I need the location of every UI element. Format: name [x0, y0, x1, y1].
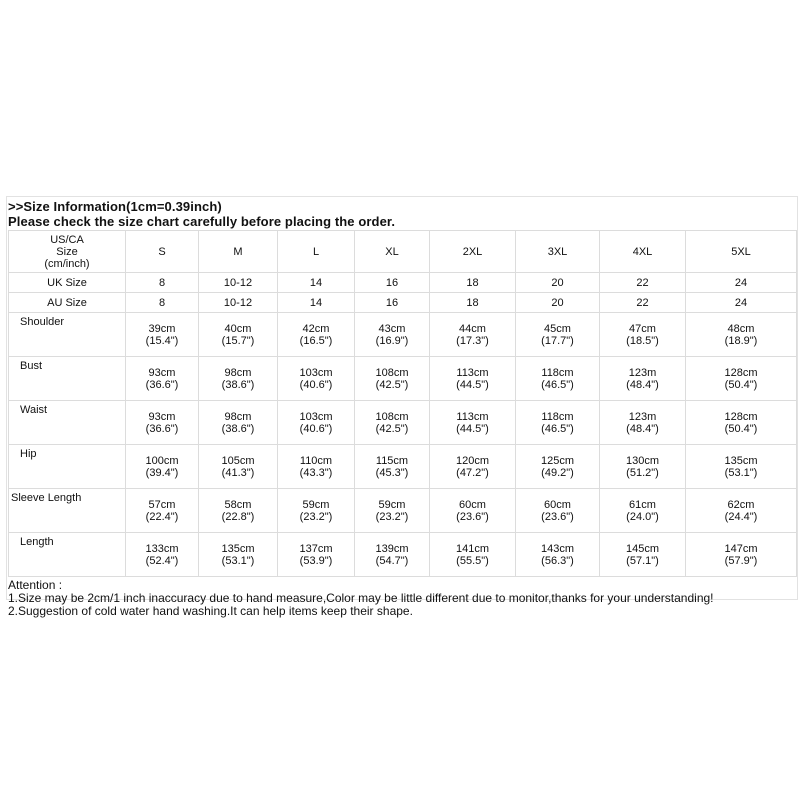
- inch-value: (16.9"): [375, 334, 409, 347]
- size-header-cell: L: [278, 231, 355, 273]
- inch-value: (18.5"): [626, 334, 659, 347]
- cm-value: 103cm: [299, 410, 333, 423]
- size-value-cell: 14: [278, 293, 355, 313]
- size-header-cell: 2XL: [430, 231, 516, 273]
- measure-value-cell: [126, 313, 199, 357]
- measure-value-cell: [430, 313, 516, 357]
- inch-value: (17.7"): [541, 334, 574, 347]
- cm-value: 44cm: [459, 322, 486, 335]
- size-header-cell: 5XL: [686, 231, 797, 273]
- measure-value-cell: [430, 489, 516, 533]
- measure-label-cell: Shoulder: [9, 313, 126, 357]
- inch-value: (38.6"): [221, 378, 255, 391]
- cm-value: 103cm: [299, 366, 333, 379]
- measure-value-cell: [199, 401, 278, 445]
- measure-value-cell: [199, 489, 278, 533]
- cm-value: 62cm: [727, 498, 755, 511]
- measure-value-cell: [278, 489, 355, 533]
- cm-value: 120cm: [455, 454, 490, 467]
- inch-value: (15.7"): [221, 334, 255, 347]
- measure-value-cell: [686, 533, 797, 577]
- cm-value: 98cm: [224, 366, 252, 379]
- measure-value-cell: [430, 357, 516, 401]
- cm-value: 125cm: [540, 454, 575, 467]
- measure-value-cell: [600, 489, 686, 533]
- measure-value-cell: [516, 445, 600, 489]
- size-value-cell: 18: [430, 273, 516, 293]
- inch-value: (36.6"): [145, 422, 179, 435]
- measure-value-cell: [686, 357, 797, 401]
- size-value-cell: 22: [600, 293, 686, 313]
- measure-label-cell: Waist: [9, 401, 126, 445]
- table-row: [9, 533, 797, 577]
- inch-value: (48.4"): [626, 422, 659, 435]
- header-label-line: (cm/inch): [44, 257, 90, 270]
- cm-value: 60cm: [544, 498, 571, 511]
- inch-value: (53.9"): [299, 554, 333, 567]
- header-label-line: US/CA: [50, 233, 84, 246]
- attention-line: 1.Size may be 2cm/1 inch inaccuracy due to hand measure,Color may be little different due to monitor,thanks for your understanding!: [8, 591, 714, 605]
- measure-value-cell: [199, 313, 278, 357]
- cm-value: 123m: [628, 366, 657, 379]
- cm-value: 40cm: [224, 322, 252, 335]
- cm-value: 145cm: [625, 542, 660, 555]
- inch-value: (47.2"): [456, 466, 489, 479]
- cm-value: 45cm: [544, 322, 571, 335]
- size-header-cell: S: [126, 231, 199, 273]
- measure-value-cell: [355, 533, 430, 577]
- cm-value: 141cm: [455, 542, 490, 555]
- cm-value: 98cm: [224, 410, 252, 423]
- measure-value-cell: [686, 445, 797, 489]
- inch-value: (18.9"): [724, 334, 758, 347]
- cm-value: 105cm: [221, 454, 255, 467]
- inch-value: (44.5"): [456, 378, 489, 391]
- inch-value: (57.1"): [626, 554, 659, 567]
- measure-value-cell: [278, 401, 355, 445]
- measure-label-cell: Hip: [9, 445, 126, 489]
- cm-value: 113cm: [456, 410, 489, 423]
- inch-value: (24.0"): [626, 510, 659, 523]
- measure-value-cell: [600, 401, 686, 445]
- cm-value: 130cm: [625, 454, 660, 467]
- attention-title: Attention :: [8, 578, 63, 592]
- cm-value: 39cm: [148, 322, 176, 335]
- measure-value-cell: [126, 445, 199, 489]
- cm-value: 133cm: [145, 542, 179, 555]
- size-value-cell: 16: [355, 273, 430, 293]
- cm-value: 43cm: [378, 322, 406, 335]
- size-value-cell: 18: [430, 293, 516, 313]
- inch-value: (23.6"): [456, 510, 489, 523]
- size-header-cell: XL: [355, 231, 430, 273]
- size-header-cell: 4XL: [600, 231, 686, 273]
- cm-value: 61cm: [629, 498, 656, 511]
- inch-value: (41.3"): [221, 466, 255, 479]
- measure-value-cell: [278, 313, 355, 357]
- size-value-cell: 24: [686, 293, 797, 313]
- inch-value: (48.4"): [626, 378, 659, 391]
- cm-value: 128cm: [724, 366, 758, 379]
- size-value-cell: 20: [516, 273, 600, 293]
- size-value-cell: 10-12: [199, 293, 278, 313]
- table-row: [9, 401, 797, 445]
- inch-value: (42.5"): [375, 422, 409, 435]
- measure-value-cell: [355, 357, 430, 401]
- measure-value-cell: [600, 313, 686, 357]
- measure-value-cell: [278, 445, 355, 489]
- table-row: [9, 357, 797, 401]
- cm-value: 118cm: [541, 366, 574, 379]
- size-value-cell: 8: [126, 273, 199, 293]
- table-row: [9, 445, 797, 489]
- table-header-row: [9, 231, 797, 273]
- inch-value: (50.4"): [724, 422, 758, 435]
- size-info-subtitle: Please check the size chart carefully before placing the order.: [8, 214, 396, 229]
- inch-value: (22.8"): [221, 510, 255, 523]
- inch-value: (17.3"): [456, 334, 489, 347]
- inch-value: (16.5"): [299, 334, 333, 347]
- cm-value: 59cm: [302, 498, 330, 511]
- inch-value: (23.2"): [299, 510, 333, 523]
- cm-value: 143cm: [540, 542, 575, 555]
- size-value-cell: 16: [355, 293, 430, 313]
- table-row: [9, 293, 797, 313]
- inch-value: (53.1"): [221, 554, 255, 567]
- cm-value: 57cm: [148, 498, 176, 511]
- size-info-title: >>Size Information(1cm=0.39inch): [8, 199, 222, 214]
- measure-value-cell: [199, 357, 278, 401]
- inch-value: (50.4"): [724, 378, 758, 391]
- cm-value: 59cm: [378, 498, 406, 511]
- measure-value-cell: [600, 445, 686, 489]
- measure-value-cell: [686, 313, 797, 357]
- size-table-body: [9, 231, 797, 577]
- cm-value: 123m: [628, 410, 657, 423]
- size-value-cell: 8: [126, 293, 199, 313]
- measure-value-cell: [686, 489, 797, 533]
- inch-value: (55.5"): [456, 554, 489, 567]
- attention-line: 2.Suggestion of cold water hand washing.It can help items keep their shape.: [8, 604, 413, 618]
- cm-value: 147cm: [724, 542, 758, 555]
- measure-value-cell: [355, 313, 430, 357]
- measure-value-cell: [516, 357, 600, 401]
- measure-value-cell: [516, 533, 600, 577]
- inch-value: (56.3"): [541, 554, 574, 567]
- cm-value: 115cm: [375, 454, 409, 467]
- measure-value-cell: [516, 313, 600, 357]
- measure-value-cell: [355, 401, 430, 445]
- inch-value: (36.6"): [145, 378, 179, 391]
- inch-value: (38.6"): [221, 422, 255, 435]
- inch-value: (23.6"): [541, 510, 574, 523]
- inch-value: (49.2"): [541, 466, 574, 479]
- table-row: [9, 489, 797, 533]
- size-value-cell: 22: [600, 273, 686, 293]
- cm-value: 139cm: [375, 542, 409, 555]
- size-header-cell: M: [199, 231, 278, 273]
- cm-value: 110cm: [299, 454, 333, 467]
- size-value-cell: 14: [278, 273, 355, 293]
- inch-value: (40.6"): [299, 378, 333, 391]
- size-chart-sheet: [8, 199, 796, 618]
- cm-value: 93cm: [148, 410, 176, 423]
- measure-value-cell: [355, 489, 430, 533]
- cm-value: 118cm: [541, 410, 574, 423]
- cm-value: 108cm: [375, 366, 409, 379]
- inch-value: (42.5"): [375, 378, 409, 391]
- size-table: [8, 230, 797, 577]
- measure-value-cell: [199, 445, 278, 489]
- size-value-cell: 20: [516, 293, 600, 313]
- inch-value: (24.4"): [724, 510, 758, 523]
- measure-value-cell: [278, 533, 355, 577]
- measure-label-cell: Length: [9, 533, 126, 577]
- measure-value-cell: [430, 401, 516, 445]
- table-row: [9, 313, 797, 357]
- cm-value: 128cm: [724, 410, 758, 423]
- measure-value-cell: [430, 533, 516, 577]
- measure-value-cell: [600, 533, 686, 577]
- inch-value: (39.4"): [145, 466, 179, 479]
- measure-value-cell: [516, 401, 600, 445]
- measure-label-cell: Sleeve Length: [9, 489, 126, 533]
- measure-value-cell: [600, 357, 686, 401]
- inch-value: (15.4"): [145, 334, 179, 347]
- inch-value: (54.7"): [375, 554, 409, 567]
- measure-value-cell: [199, 533, 278, 577]
- inch-value: (22.4"): [145, 510, 179, 523]
- inch-value: (51.2"): [626, 466, 659, 479]
- attention-notes: [8, 579, 796, 618]
- cm-value: 100cm: [145, 454, 179, 467]
- inch-value: (45.3"): [375, 466, 409, 479]
- row-label-cell: UK Size: [9, 273, 126, 293]
- cm-value: 47cm: [629, 322, 656, 335]
- inch-value: (43.3"): [299, 466, 333, 479]
- inch-value: (46.5"): [541, 422, 574, 435]
- row-label-cell: AU Size: [9, 293, 126, 313]
- cm-value: 93cm: [148, 366, 176, 379]
- inch-value: (53.1"): [724, 466, 758, 479]
- measure-value-cell: [126, 401, 199, 445]
- cm-value: 135cm: [724, 454, 758, 467]
- measure-value-cell: [686, 401, 797, 445]
- inch-value: (44.5"): [456, 422, 489, 435]
- cm-value: 42cm: [302, 322, 330, 335]
- cm-value: 108cm: [375, 410, 409, 423]
- inch-value: (46.5"): [541, 378, 574, 391]
- table-row: [9, 273, 797, 293]
- size-value-cell: 24: [686, 273, 797, 293]
- inch-value: (40.6"): [299, 422, 333, 435]
- measure-value-cell: [126, 533, 199, 577]
- header-label-line: Size: [56, 245, 78, 258]
- cm-value: 48cm: [727, 322, 755, 335]
- measure-value-cell: [430, 445, 516, 489]
- cm-value: 137cm: [299, 542, 333, 555]
- inch-value: (57.9"): [724, 554, 758, 567]
- measure-value-cell: [516, 489, 600, 533]
- cm-value: 113cm: [456, 366, 489, 379]
- measure-value-cell: [278, 357, 355, 401]
- measure-value-cell: [355, 445, 430, 489]
- size-value-cell: 10-12: [199, 273, 278, 293]
- cm-value: 60cm: [459, 498, 486, 511]
- size-header-cell: 3XL: [516, 231, 600, 273]
- cm-value: 135cm: [221, 542, 255, 555]
- inch-value: (52.4"): [145, 554, 179, 567]
- measure-label-cell: Bust: [9, 357, 126, 401]
- cm-value: 58cm: [224, 498, 252, 511]
- measure-value-cell: [126, 489, 199, 533]
- inch-value: (23.2"): [375, 510, 409, 523]
- header-label-cell: [9, 231, 126, 273]
- measure-value-cell: [126, 357, 199, 401]
